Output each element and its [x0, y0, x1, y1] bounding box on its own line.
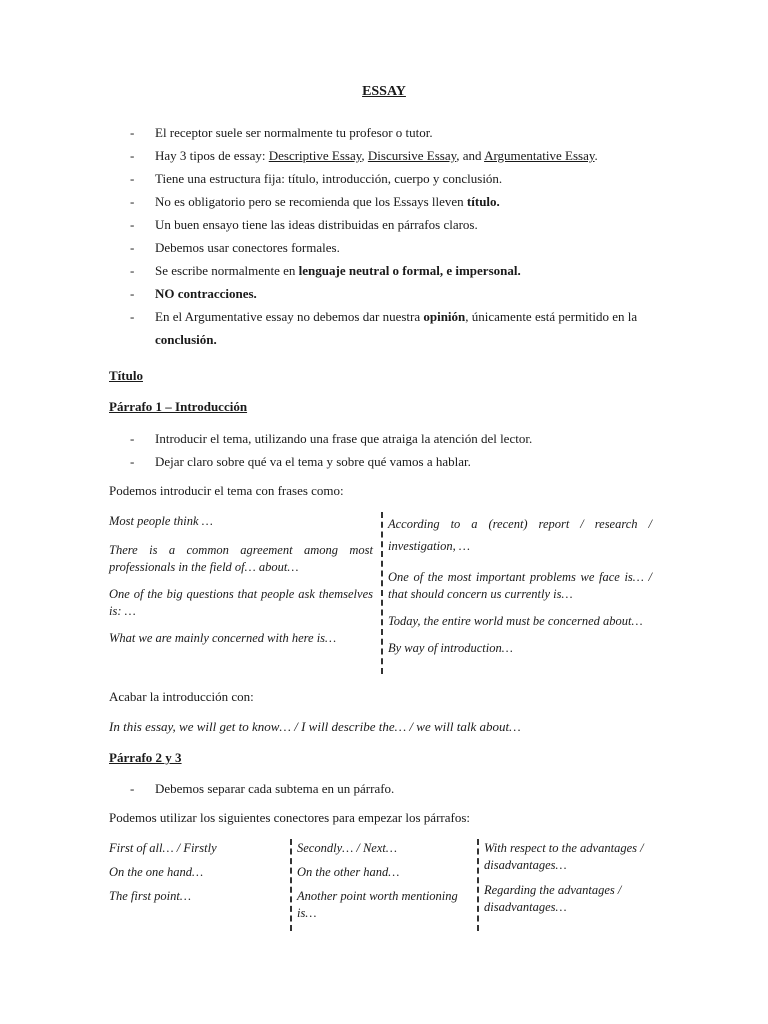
essay-rules-list [130, 121, 670, 351]
list-item-text: Debemos separar cada subtema en un párrafo. [155, 781, 395, 796]
list-item-text: No es obligatorio pero se recomienda que los Essays lleven [155, 194, 467, 209]
bold-text: conclusión. [155, 332, 217, 347]
list-item-text: Introducir el tema, utilizando una frase que atraiga la atención del lector. [155, 431, 533, 446]
phrase-item: There is a common agreement among most professionals in the field of… about… [109, 543, 373, 574]
bold-text: opinión [423, 309, 466, 324]
connector-item: With respect to the advantages / disadvantages… [484, 841, 644, 872]
connector-item: On the other hand… [297, 865, 400, 879]
separator-text: . [594, 148, 598, 163]
list-item [130, 236, 670, 259]
section-heading-parrafo-1: Párrafo 1 – Introducción [109, 399, 248, 414]
section-heading-parrafo-2-3: Párrafo 2 y 3 [109, 750, 182, 765]
phrase-item: One of the most important problems we face is… / that should concern us currently is… [388, 570, 652, 601]
list-item [130, 144, 670, 167]
phrases-right-column [388, 513, 652, 657]
list-item-text: Un buen ensayo tiene las ideas distribuidas en párrafos claros. [155, 217, 478, 232]
bold-text: NO contracciones. [155, 286, 257, 301]
list-item [130, 213, 670, 236]
parrafo-2-3-list [130, 777, 670, 800]
list-item-text: Tiene una estructura fija: título, introducción, cuerpo y conclusión. [155, 171, 503, 186]
phrase-item: What we are mainly concerned with here is… [109, 631, 337, 645]
list-item-text: , únicamente está permitido en la [465, 309, 638, 324]
separator-text: , [361, 148, 368, 163]
list-item [130, 167, 670, 190]
list-item-text: Debemos usar conectores formales. [155, 240, 340, 255]
connectors-column-3 [484, 840, 659, 916]
list-item-text: Se escribe normalmente en [155, 263, 299, 278]
list-item [130, 305, 670, 351]
phrase-item: Today, the entire world must be concerned about… [388, 614, 643, 628]
separator-text: , and [456, 148, 485, 163]
document-title: ESSAY [362, 84, 406, 99]
phrase-item: By way of introduction… [388, 641, 513, 655]
column-divider [290, 839, 292, 931]
list-item [130, 259, 670, 282]
list-item [130, 282, 670, 305]
phrase-item: According to a (recent) report / research / investigation, … [388, 517, 652, 553]
list-item-text: El receptor suele ser normalmente tu profesor o tutor. [155, 125, 433, 140]
connectors-column-2 [297, 840, 467, 922]
paragraph-text: Podemos introducir el tema con frases como: [109, 483, 344, 498]
list-item-text: Hay 3 tipos de essay: [155, 148, 269, 163]
connector-item: The first point… [109, 889, 191, 903]
list-item [130, 121, 670, 144]
list-item [130, 450, 670, 473]
connector-item: On the one hand… [109, 865, 204, 879]
essay-type-descriptive: Descriptive Essay [268, 148, 362, 163]
connector-item: First of all… / Firstly [109, 841, 217, 855]
phrase-item: One of the big questions that people ask themselves is: … [109, 587, 373, 618]
list-item [130, 190, 670, 213]
bold-text: lenguaje neutral o formal, e impersonal. [298, 263, 521, 278]
phrases-left-column [109, 513, 373, 647]
connectors-column-1 [109, 840, 284, 905]
column-divider [381, 512, 383, 674]
list-item-text: Dejar claro sobre qué va el tema y sobre qué vamos a hablar. [155, 454, 471, 469]
ending-phrase: In this essay, we will get to know… / I will describe the… / we will talk about… [109, 719, 521, 734]
essay-type-argumentative: Argumentative Essay [484, 148, 595, 163]
phrase-item: Most people think … [109, 514, 213, 528]
column-divider [477, 839, 479, 931]
essay-type-discursive: Discursive Essay [367, 148, 457, 163]
list-item [130, 777, 670, 800]
section-heading-titulo: Título [109, 368, 143, 383]
list-item-text: En el Argumentative essay no debemos dar nuestra [155, 309, 424, 324]
parrafo-1-list [130, 427, 670, 473]
bold-text: título. [466, 194, 500, 209]
connector-item: Regarding the advantages / disadvantages… [484, 883, 622, 914]
list-item [130, 427, 670, 450]
connector-item: Another point worth mentioning is… [297, 889, 458, 920]
paragraph-text: Podemos utilizar los siguientes conectores para empezar los párrafos: [109, 810, 470, 825]
paragraph-text: Acabar la introducción con: [109, 689, 254, 704]
connector-item: Secondly… / Next… [297, 841, 397, 855]
